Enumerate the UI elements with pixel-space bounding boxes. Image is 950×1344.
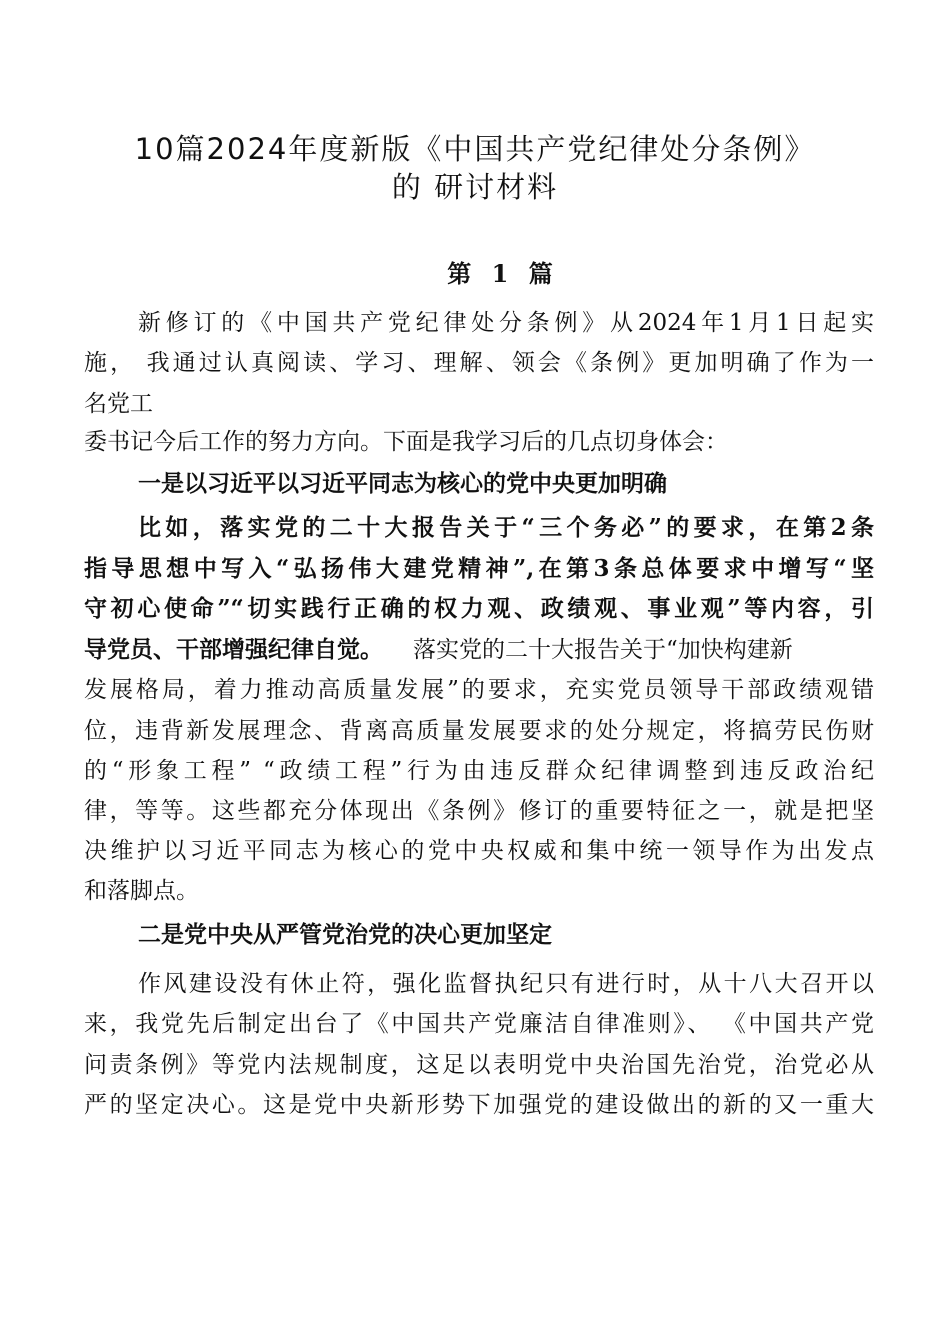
regular-text: 落实党的二十大报告关于“加快构建新 [413, 637, 793, 663]
paragraph-line: 严的坚定决心。这是党中央新形势下加强党的建设做出的新的又一重大 [84, 1092, 874, 1118]
paragraph-line: 和落脚点。 [84, 878, 199, 904]
document-title-line-2: 的 研讨材料 [391, 170, 559, 204]
paragraph-line-mixed [84, 632, 874, 668]
paragraph-line: 发展格局，着力推动高质量发展”的要求，充实党员领导干部政绩观错 [84, 677, 874, 703]
document-title-line-1: 10篇2024年度新版《中国共产党纪律处分条例》 [134, 132, 816, 166]
paragraph-line: 的“形象工程” “政绩工程”行为由违反群众纪律调整到违反政治纪 [84, 758, 874, 784]
paragraph-line: 来，我党先后制定出台了《中国共产党廉洁自律准则》、 《中国共产党 [84, 1011, 874, 1037]
section-heading: 二是党中央从严管党治党的决心更加坚定 [138, 921, 552, 948]
paragraph-line: 施， 我通过认真阅读、学习、理解、领会《条例》更加明确了作为一 [84, 350, 874, 376]
paragraph-line: 律，等等。这些都充分体现出《条例》修订的重要特征之一，就是把坚 [84, 798, 874, 824]
paragraph-line: 问责条例》等党内法规制度，这足以表明党中央治国先治党，治党必从 [84, 1052, 874, 1078]
bold-text: 导党员、干部增强纪律自觉。 [84, 636, 383, 663]
paragraph-line: 指导思想中写入“弘扬伟大建党精神”,在第3条总体要求中增写“坚 [84, 555, 874, 582]
section-heading: 一是以习近平以习近平同志为核心的党中央更加明确 [138, 470, 667, 497]
paragraph-line: 位，违背新发展理念、背离高质量发展要求的处分规定，将搞劳民伤财 [84, 718, 874, 744]
paragraph-line: 守初心使命”“切实践行正确的权力观、政绩观、事业观”等内容，引 [84, 595, 874, 622]
chapter-heading: 第 1 篇 [447, 259, 559, 288]
paragraph-line: 名党工 [84, 391, 153, 417]
paragraph-line: 作风建设没有休止符，强化监督执纪只有进行时，从十八大召开以 [138, 971, 874, 997]
paragraph-line: 比如，落实党的二十大报告关于“三个务必”的要求，在第2条 [138, 514, 874, 541]
paragraph-line: 新修订的《中国共产党纪律处分条例》从2024年1月1日起实 [138, 310, 874, 336]
paragraph-line: 委书记今后工作的努力方向。下面是我学习后的几点切身体会： [84, 429, 728, 455]
paragraph-line: 决维护以习近平同志为核心的党中央权威和集中统一领导作为出发点 [84, 838, 874, 864]
